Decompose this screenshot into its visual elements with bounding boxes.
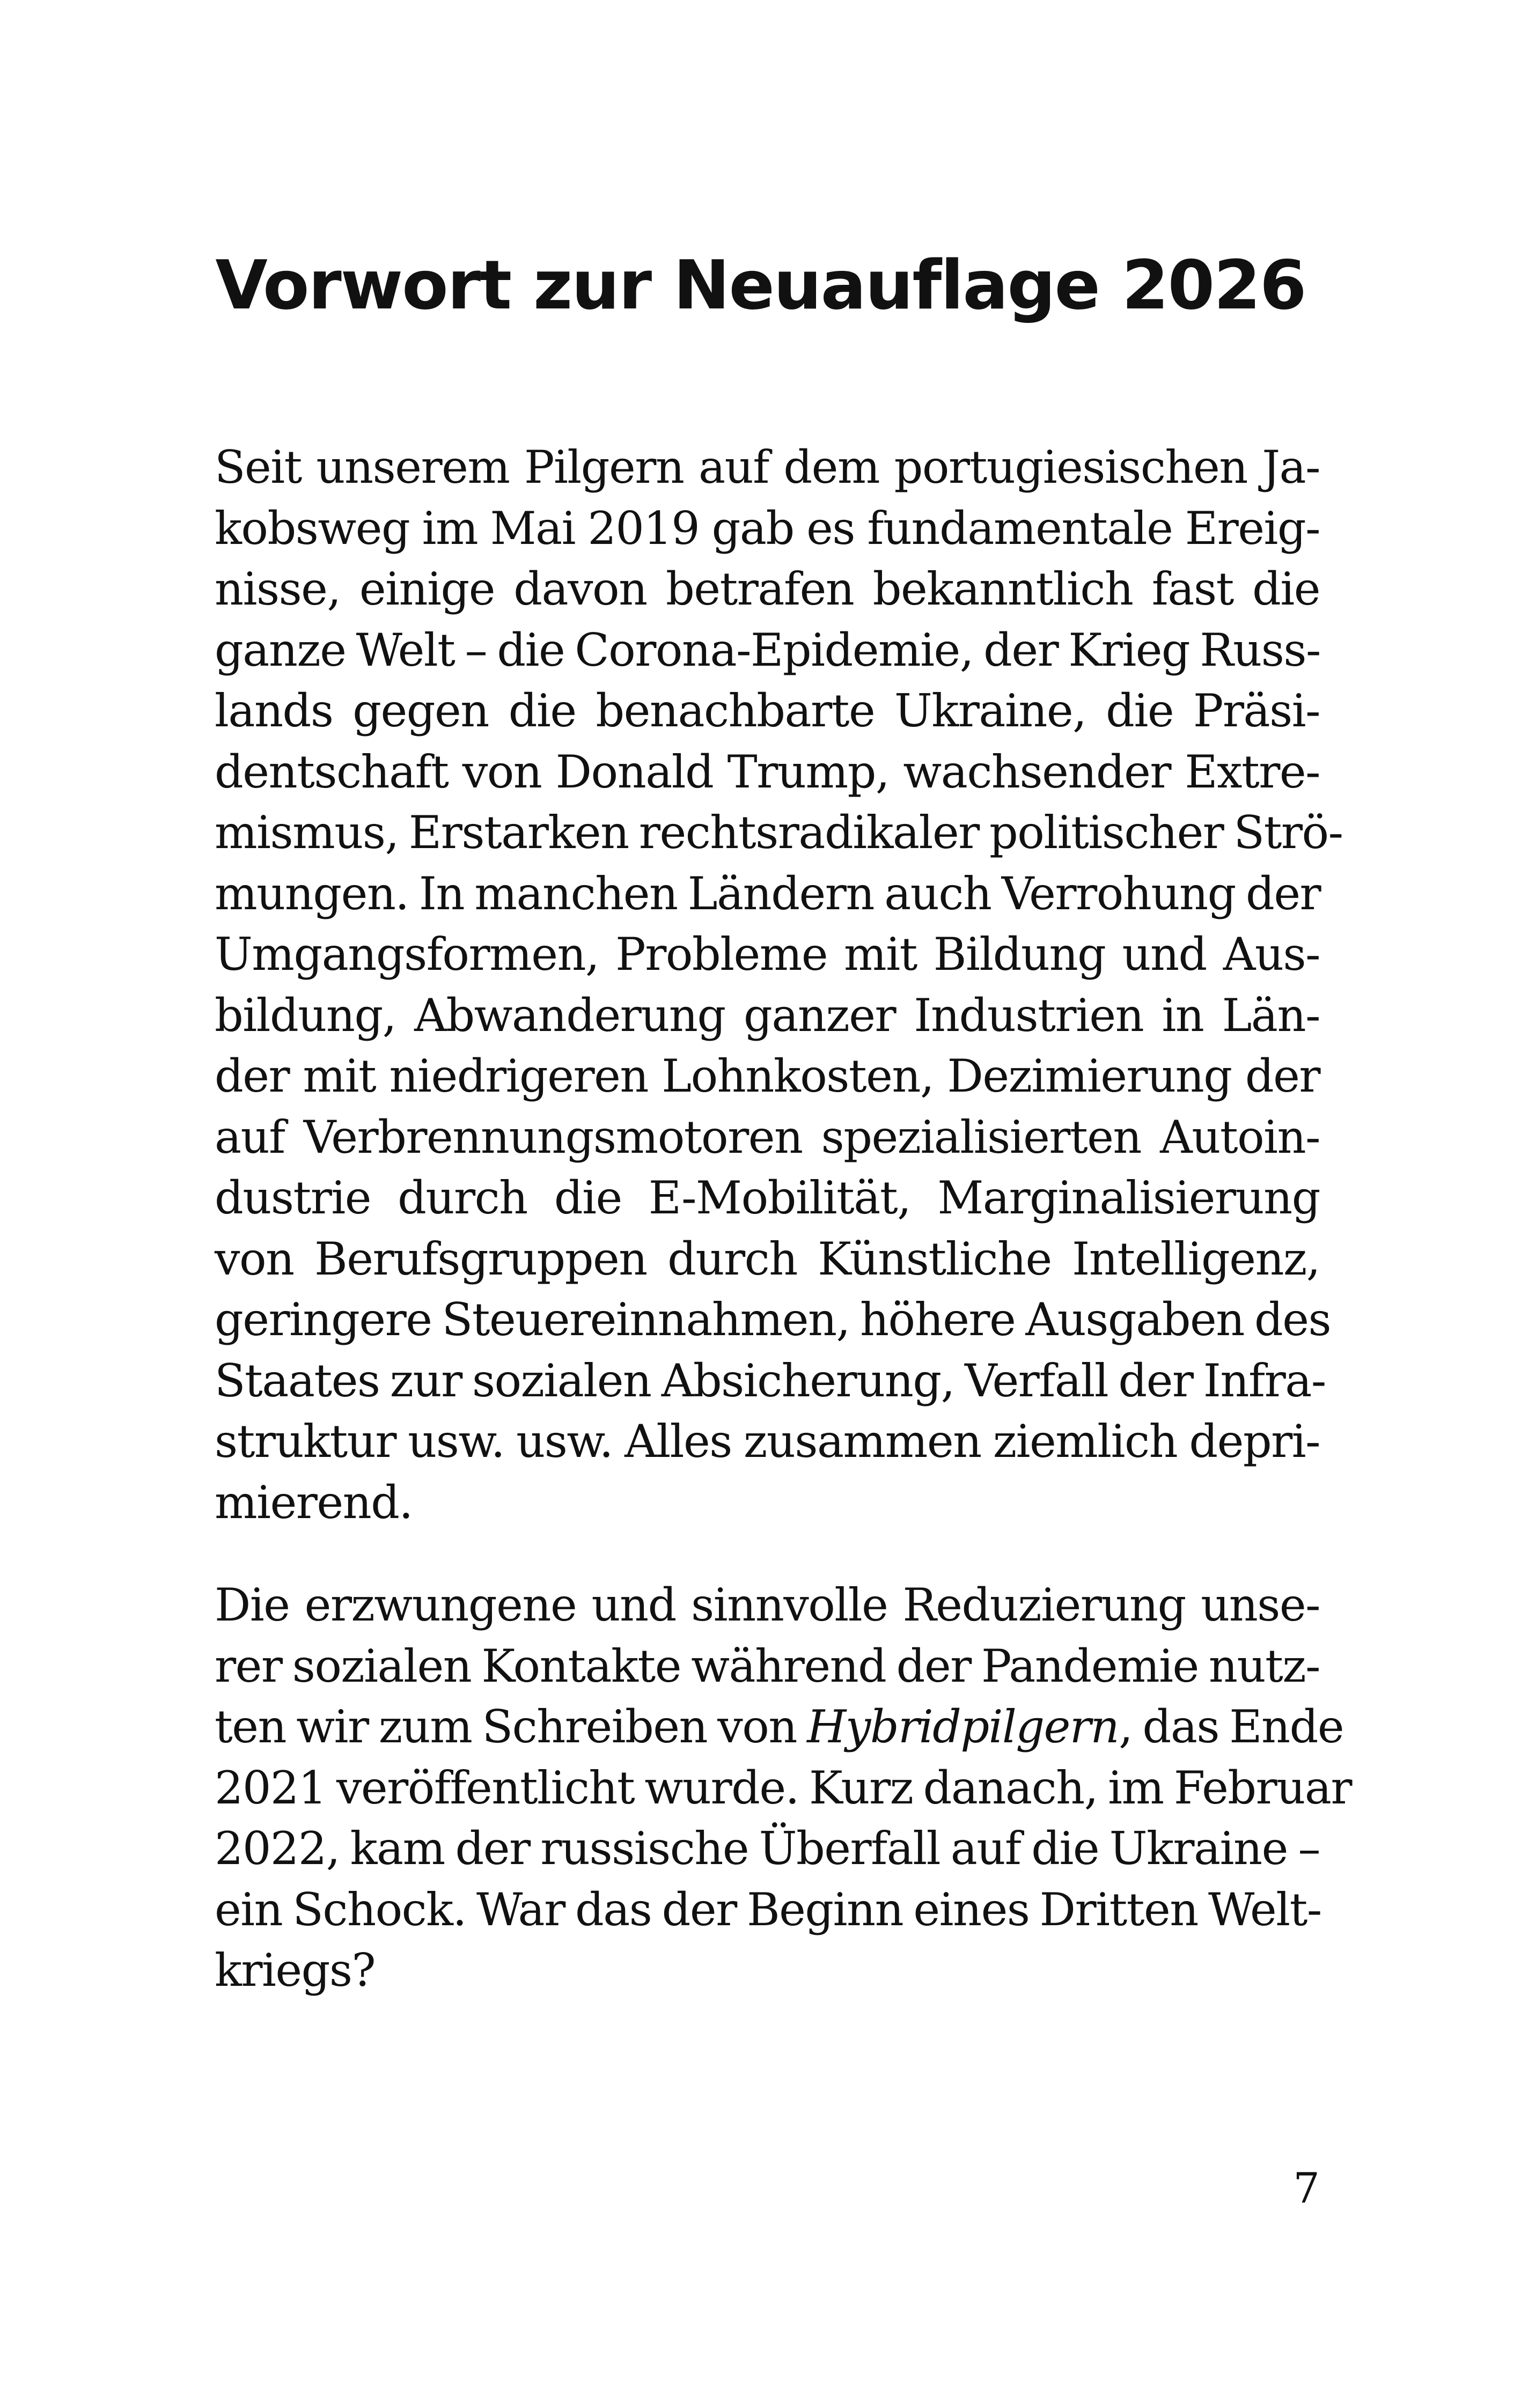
text-line: mierend. (215, 1476, 413, 1529)
text-line: rer sozialen Kontakte während der Pandemie nutz- (215, 1639, 1320, 1692)
text-line (215, 1697, 1344, 1758)
chapter-title: Vorwort zur Neuauflage 2026 (215, 246, 1306, 325)
text-line: lands gegen die benachbarte Ukraine, die Präsi- (215, 684, 1320, 737)
text-line: mungen. In manchen Ländern auch Verrohung der (215, 867, 1321, 920)
text-line: Seit unserem Pilgern auf dem portugiesischen Ja- (215, 441, 1320, 494)
text-line: Die erzwungene und sinnvolle Reduzierung unse- (215, 1579, 1320, 1631)
book-title-italic: Hybridpilgern (807, 1700, 1119, 1753)
text-line: von Berufsgruppen durch Künstliche Intelligenz, (215, 1232, 1320, 1285)
text-line: Umgangsformen, Probleme mit Bildung und Aus- (215, 928, 1320, 981)
text-line: nisse, einige davon betrafen bekanntlich fast die (215, 563, 1320, 615)
paragraph-1 (215, 437, 1343, 1533)
text-line: struktur usw. usw. Alles zusammen ziemlich depri- (215, 1415, 1320, 1468)
paragraph-2 (215, 1575, 1352, 2001)
body-text (215, 437, 1352, 2001)
text-line: dentschaft von Donald Trump, wachsender Extre- (215, 745, 1320, 798)
text-line: 2022, kam der russische Überfall auf die Ukraine – (215, 1822, 1320, 1875)
text-line: der mit niedrigeren Lohnkosten, Dezimierung der (215, 1050, 1320, 1102)
text-line: dustrie durch die E-Mobilität, Marginalisierung (215, 1172, 1320, 1224)
text-line: ganze Welt – die Corona-Epidemie, der Krieg Russ- (215, 623, 1320, 676)
text-line: auf Verbrennungsmotoren spezialisierten Autoin- (215, 1110, 1320, 1164)
text-line: bildung, Abwanderung ganzer Industrien in Län- (215, 989, 1320, 1042)
text-segment: ten wir zum Schreiben von (215, 1700, 807, 1753)
text-line: geringere Steuereinnahmen, höhere Ausgaben des (215, 1293, 1331, 1346)
text-line: ein Schock. War das der Beginn eines Dritten Welt- (215, 1883, 1321, 1936)
page-number: 7 (1293, 2164, 1320, 2213)
text-line: kobsweg im Mai 2019 gab es fundamentale Ereig- (215, 502, 1320, 555)
text-line: mismus, Erstarken rechtsradikaler politischer Strö- (215, 806, 1343, 859)
paragraph-gap (215, 1533, 1320, 1575)
text-line: Staates zur sozialen Absicherung, Verfall der Infra- (215, 1354, 1326, 1407)
text-segment: , das Ende (1119, 1700, 1344, 1753)
text-line: 2021 veröffentlicht wurde. Kurz danach, im Februar (215, 1761, 1352, 1814)
text-line: kriegs? (215, 1944, 376, 1997)
